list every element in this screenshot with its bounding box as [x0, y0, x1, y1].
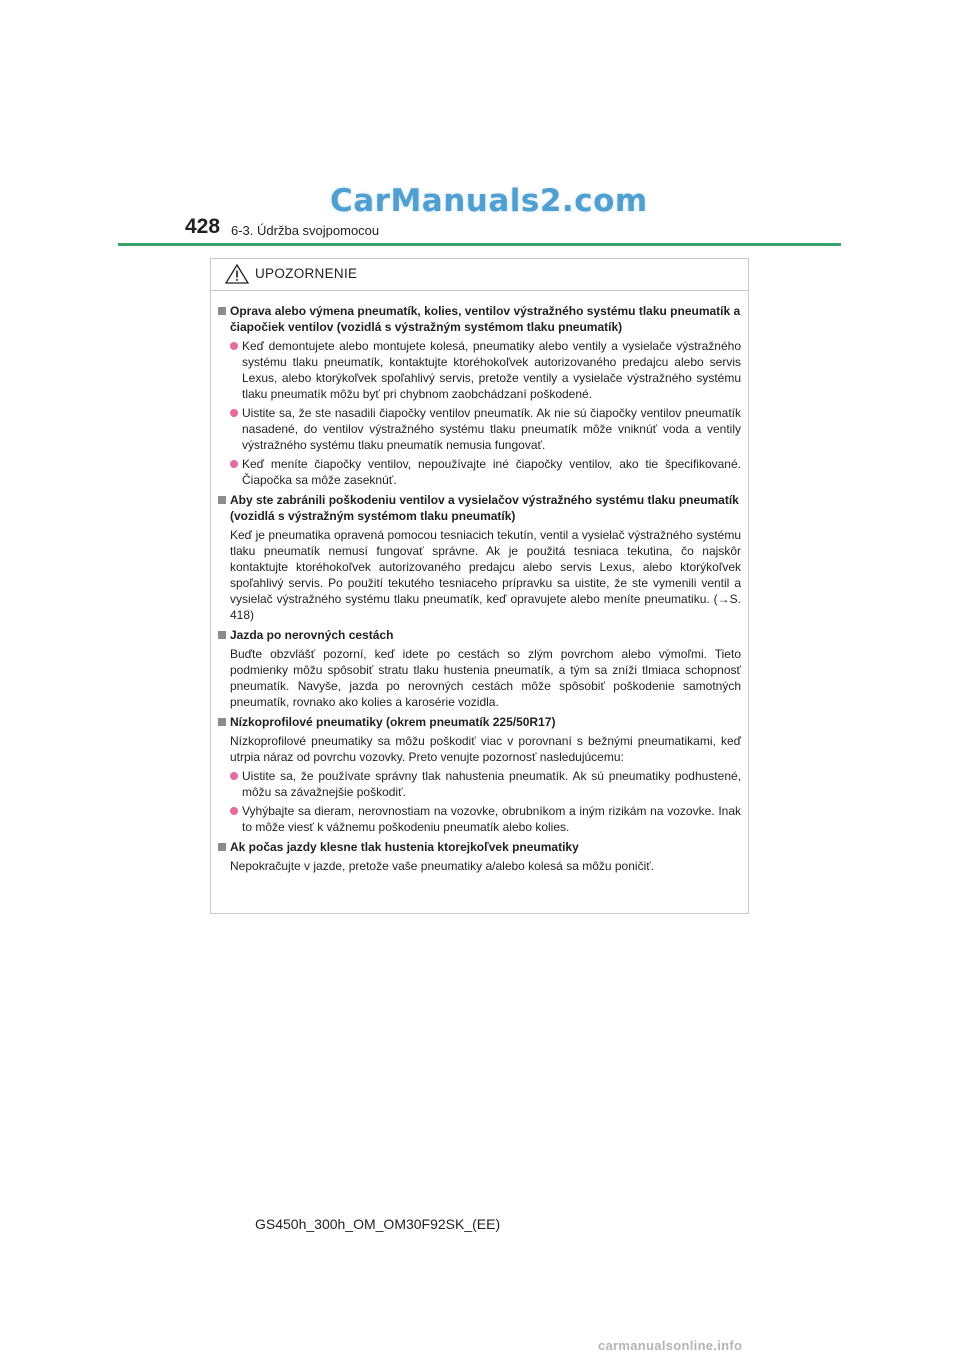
square-bullet-icon [218, 307, 226, 315]
bullet-text: Keď meníte čiapočky ventilov, nepoužívajte iné čiapočky ventilov, ako tie špecifikované. Čiapočka sa môže zaseknúť. [242, 457, 741, 487]
bullet-dot-icon [230, 409, 238, 417]
warning-section [218, 839, 741, 874]
section-heading-text: Oprava alebo výmena pneumatík, kolies, ventilov výstražného systému tlaku pneumatík a čiapočiek ventilov (vozidlá s výstražným systémom tlaku pneumatík) [230, 304, 741, 334]
header-rule [118, 243, 841, 246]
bullet-dot-icon [230, 342, 238, 350]
watermark-footer: carmanualsonline.info [598, 1338, 743, 1353]
section-heading-text: Aby ste zabránili poškodeniu ventilov a vysielačov výstražného systému tlaku pneumatík (vozidlá s výstražným systémom tlaku pneumatík) [230, 493, 739, 523]
section-heading [218, 303, 741, 335]
bullet-item [218, 405, 741, 453]
section-heading [218, 714, 741, 730]
section-paragraph: Keď je pneumatika opravená pomocou tesniacich tekutín, ventil a vysielač výstražného systému tlaku pneumatík nemusí fungovať správne. Ak je použitá tesniaca tekutina, čo najskôr kontaktujte ktoréhokoľvek autorizovaného predajcu alebo servis Lexus, alebo ktorýkoľvek spoľahlivý servis. Po použití tekutého tesniaceho prípravku sa uistite, že ste vymenili ventil a vysielač výstražného systému tlaku pneumatík, keď opravujete alebo meníte pneumatiku. (→S. 418) [230, 528, 741, 622]
bullet-item [218, 768, 741, 800]
bullet-item [218, 456, 741, 488]
warning-triangle-icon [225, 264, 249, 284]
section-heading [218, 839, 741, 855]
square-bullet-icon [218, 496, 226, 504]
section-paragraph: Buďte obzvlášť pozorní, keď idete po cestách so zlým povrchom alebo výmoľmi. Tieto podmienky môžu spôsobiť stratu tlaku hustenia pneumatík, a tým sa zníži tlmiaca schopnosť pneumatík. Navyše, jazda po nerovných cestách môže spôsobiť poškodenie samotných pneumatík, rovnako ako kolies a karosérie vozidla. [230, 647, 741, 709]
section-paragraph: Nízkoprofilové pneumatiky sa môžu poškodiť viac v porovnaní s bežnými pneumatikami, keď utrpia náraz od povrchu vozovky. Preto venujte pozornosť nasledujúcemu: [230, 734, 741, 764]
section-title: 6-3. Údržba svojpomocou [231, 223, 380, 238]
bullet-text: Vyhýbajte sa dieram, nerovnostiam na vozovke, obrubníkom a iným rizikám na vozovke. Inak to môže viesť k vážnemu poškodeniu pneumatík alebo kolies. [242, 804, 741, 834]
page-number: 428 [185, 215, 221, 238]
section-heading [218, 627, 741, 643]
section-heading-text: Ak počas jazdy klesne tlak hustenia ktorejkoľvek pneumatiky [230, 840, 579, 854]
bullet-text: Uistite sa, že ste nasadili čiapočky ventilov pneumatík. Ak nie sú čiapočky ventilov pneumatík nasadené, do ventilov výstražného systému tlaku pneumatík môže vniknúť voda a ventily výstražného systému tlaku pneumatík nemusia fungovať. [242, 406, 741, 452]
bullet-dot-icon [230, 460, 238, 468]
square-bullet-icon [218, 631, 226, 639]
bullet-item [218, 338, 741, 402]
section-heading-text: Nízkoprofilové pneumatiky (okrem pneumatík 225/50R17) [230, 715, 556, 729]
warning-body [211, 291, 748, 874]
warning-box [210, 258, 749, 914]
warning-section [218, 492, 741, 623]
bullet-dot-icon [230, 772, 238, 780]
section-paragraph: Nepokračujte v jazde, pretože vaše pneumatiky a/alebo kolesá sa môžu poničiť. [230, 859, 655, 873]
square-bullet-icon [218, 718, 226, 726]
warning-title: UPOZORNENIE [255, 266, 358, 281]
section-heading [218, 492, 741, 524]
square-bullet-icon [218, 843, 226, 851]
bullet-dot-icon [230, 807, 238, 815]
bullet-item [218, 803, 741, 835]
warning-section [218, 714, 741, 835]
bullet-text: Uistite sa, že používate správny tlak nahustenia pneumatík. Ak sú pneumatiky podhustené, môžu sa závažnejšie poškodiť. [242, 769, 741, 799]
document-code: GS450h_300h_OM_OM30F92SK_(EE) [255, 1216, 501, 1232]
warning-section [218, 627, 741, 710]
section-heading-text: Jazda po nerovných cestách [230, 628, 394, 642]
watermark-logo: CarManuals2.com [330, 183, 648, 219]
warning-header [211, 259, 748, 291]
bullet-text: Keď demontujete alebo montujete kolesá, pneumatiky alebo ventily a vysielače výstražného systému tlaku pneumatík, kontaktujte ktoréhokoľvek autorizovaného predajcu alebo servis Lexus, alebo ktorýkoľvek spoľahlivý servis, pretože ventily a vysielače výstražného systému tlaku pneumatík môžu byť pri chybnom zaobchádzaní poškodené. [242, 339, 741, 401]
warning-section [218, 303, 741, 488]
